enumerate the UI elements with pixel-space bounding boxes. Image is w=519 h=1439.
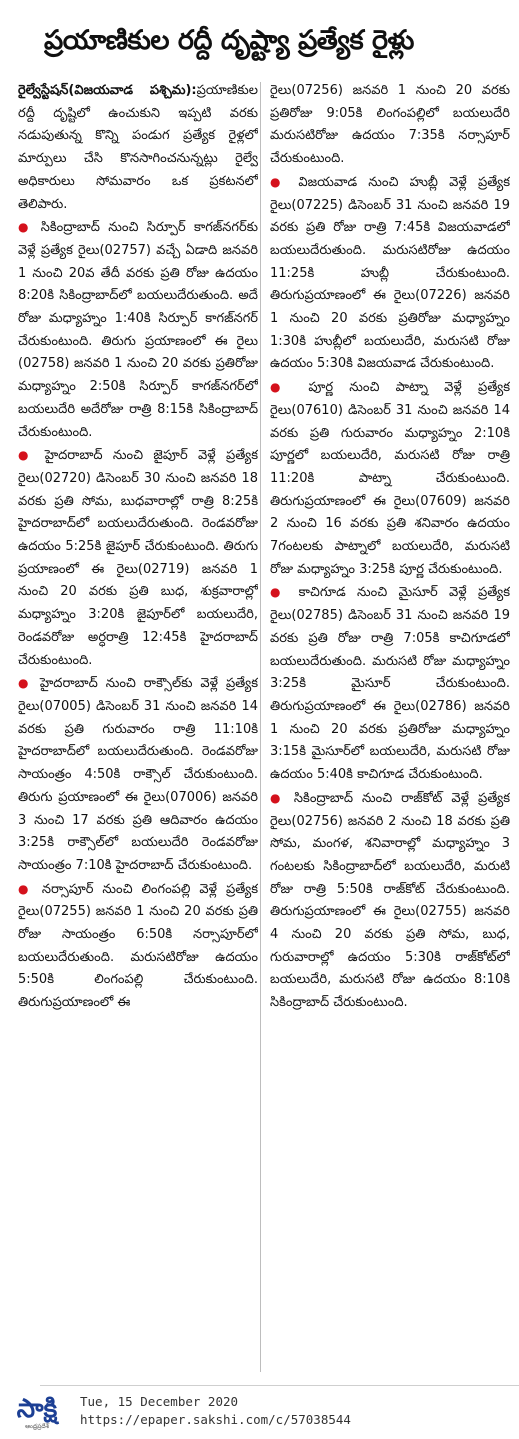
logo-text: సాక్షి (16, 1394, 58, 1424)
bullet-icon: ● (18, 881, 42, 896)
epaper-link[interactable]: https://epaper.sakshi.com/c/57038544 (80, 1412, 351, 1427)
train-item-text: కాచిగూడ నుంచి మైసూర్ వెళ్లే ప్రత్యేక రైలు(02785) డిసెంబర్ 31 నుంచి జనవరి 19 వరకు ప్రతి రోజు రాత్రి 7:05కి కాచిగూడలో బయలుదేరుతుంది. మరుసటి రోజు మధ్యాహ్నం 3:25కి మైసూర్ చేరుకుంటుంది. తిరుగుప్రయాణంలో ఈ రైలు(02786) జనవరి 1 నుంచి 20 వరకు ప్రతిరోజు మధ్యాహ్నం 3:15కి మైసూర్‌లో బయలుదేరి, మరుసటి రోజు ఉదయం 5:40కి కాచిగూడ చేరుకుంటుంది. (270, 585, 510, 783)
footer-info (80, 1393, 351, 1429)
train-item-text: నర్సాపూర్ నుంచి లింగంపల్లి వెళ్లే ప్రత్యేక రైలు(07255) జనవరి 1 నుంచి 20 వరకు ప్రతి రోజు సాయంత్రం 6:50కి నర్సాపూర్‌లో బయలుదేరుతుంది. మరుసటిరోజు ఉదయం 5:50కి లింగంపల్లి చేరుకుంటుంది. తిరుగుప్రయాణంలో ఈ (18, 881, 258, 1011)
logo-subtext: ఆంధ్రప్రదేశ్ (25, 1423, 49, 1430)
footer-divider (40, 1385, 519, 1386)
train-item (270, 376, 510, 581)
article-column-left (18, 80, 258, 1370)
train-item (18, 444, 258, 672)
publication-date: Tue, 15 December 2020 (80, 1394, 239, 1409)
train-item (18, 216, 258, 444)
intro-text: ప్రయాణికుల రద్దీ దృష్టిలో ఉంచుకుని ఇప్పటి వరకు నడుపుతున్న కొన్ని పండుగ ప్రత్యేక రైళ్లలో మార్పులు చేసి కొనసాగించనున్నట్లు రైల్వే అధికారులు సోమవారం ఒక ప్రకటనలో తెలిపారు. (18, 83, 258, 212)
train-item (270, 171, 510, 376)
train-item-text: హైదరాబాద్ నుంచి రాక్సౌల్‌కు వెళ్లే ప్రత్యేక రైలు(07005) డిసెంబర్ 31 నుంచి జనవరి 14 వరకు ప్రతి గురువారం రాత్రి 11:10కి హైదరాబాద్‌లో బయలుదేరుతుంది. రెండవరోజు సాయంత్రం 4:50కి రాక్సౌల్ చేరుకుంటుంది. తిరుగు ప్రయాణంలో ఈ రైలు(07006) జనవరి 3 నుంచి 17 వరకు ప్రతి ఆదివారం ఉదయం 3:25కి రాక్సౌల్‌లో బయలుదేరి రెండవరోజు సాయంత్రం 7:10కి హైదరాబాద్ చేరుకుంటుంది. (18, 676, 258, 873)
bullet-icon: ● (18, 448, 45, 463)
headline: ప్రయాణికుల రద్దీ దృష్ట్యా ప్రత్యేక రైళ్లు (44, 25, 414, 56)
train-item-text: సికింద్రాబాద్ నుంచి రాజ్‌కోట్ వెళ్లే ప్రత్యేక రైలు(02756) జనవరి 2 నుంచి 18 వరకు ప్రతి సోమ, మంగళ, శనివారాల్లో మధ్యాహ్నం 3 గంటలకు సికింద్రాబాద్‌లో బయలుదేరి, మరుటి రోజు రాత్రి 5:50కి రాజ్‌కోట్ చేరుకుంటుంది. తిరుగుప్రయాణంలో ఈ రైలు(02755) జనవరి 4 నుంచి 20 వరకు ప్రతి సోమ, బుధ, గురువారాల్లో ఉదయం 5:30కి రాజ్‌కోట్‌లో బయలుదేరి, మరుసటి రోజు ఉదయం 8:10కి సికింద్రాబాద్ చేరుకుంటుంది. (270, 790, 510, 1011)
dateline: రైల్వేస్టేషన్(విజయవాడ పశ్చిమ): (18, 83, 197, 98)
train-item (270, 581, 510, 786)
train-item (18, 672, 258, 877)
train-item-text: విజయవాడ నుంచి హుబ్లీ వెళ్లే ప్రత్యేక రైలు(07225) డిసెంబర్ 31 నుంచి జనవరి 19 వరకు ప్రతి రోజు రాత్రి 7:45కి విజయవాడలో బయలుదేరుతుంది. మరుసటిరోజు ఉదయం 11:25కి హుబ్లీ చేరుకుంటుంది. తిరుగుప్రయాణంలో ఈ రైలు(07226) జనవరి 1 నుంచి 20 వరకు ప్రతిరోజు మధ్యాహ్నం 1:30కి హుబ్లీలో బయలుదేరి, మరుసటి రోజు ఉదయం 5:30కి విజయవాడ చేరుకుంటుంది. (270, 174, 510, 372)
train-item (270, 787, 510, 1015)
bullet-icon: ● (270, 585, 299, 600)
intro-paragraph (18, 80, 258, 216)
bullet-icon: ● (270, 380, 309, 395)
sakshi-logo (2, 1391, 72, 1435)
train-item (18, 878, 258, 1015)
continuation-paragraph: రైలు(07256) జనవరి 1 నుంచి 20 వరకు ప్రతిరోజు 9:05కి లింగంపల్లిలో బయలుదేరి మరుసటిరోజు ఉదయం 7:35కి నర్సాపూర్ చేరుకుంటుంది. (270, 83, 510, 167)
column-divider (260, 82, 261, 1372)
train-item-text: సికింద్రాబాద్ నుంచి సిర్పూర్ కాగజ్‌నగర్‌కు వెళ్లే ప్రత్యేక రైలు(02757) వచ్చే ఏడాది జనవరి 1 నుంచి 20వ తేదీ వరకు ప్రతి రోజు ఉదయం 8:20కి సికింద్రాబాద్‌లో బయలుదేరుతుంది. అదే రోజు మధ్యాహ్నం 1:40కి సిర్పూర్ కాగజ్‌నగర్ చేరుకుంటుంది. తిరుగు ప్రయాణంలో ఈ రైలు (02758) జనవరి 1 నుంచి 20 వరకు ప్రతిరోజు మధ్యాహ్నం 2:50కి సిర్పూర్ కాగజ్‌నగర్‌లో బయలుదేరి అదేరోజు రాత్రి 8:15కి సికింద్రాబాద్ చేరుకుంటుంది. (18, 220, 258, 440)
article-column-right (270, 80, 510, 1370)
bullet-icon: ● (18, 220, 41, 235)
bullet-icon: ● (270, 174, 299, 189)
train-item-text: పూర్ణ నుంచి పాట్నా వెళ్లే ప్రత్యేక రైలు(07610) డిసెంబర్ 31 నుంచి జనవరి 14 వరకు ప్రతి గురువారం మధ్యాహ్నం 2:10కి పూర్ణలో బయలుదేరి, మరుసటి రోజు రాత్రి 11:20కి పాట్నా చేరుకుంటుంది. తిరుగుప్రయాణంలో ఈ రైలు(07609) జనవరి 2 నుంచి 16 వరకు ప్రతి శనివారం ఉదయం 7గంటలకు పాట్నాలో బయలుదేరి, మరుసటి రోజు మధ్యాహ్నం 3:25కి పూర్ణ చేరుకుంటుంది. (270, 380, 510, 577)
bullet-icon: ● (18, 676, 40, 691)
train-item-text: హైదరాబాద్ నుంచి జైపూర్ వెళ్లే ప్రత్యేక రైలు(02720) డిసెంబర్ 30 నుంచి జనవరి 18 వరకు ప్రతి సోమ, బుధవారాల్లో రాత్రి 8:25కి హైదరాబాద్‌లో బయలుదేరుతుంది. రెండవరోజు ఉదయం 5:25కి జైపూర్ చేరుకుంటుంది. తిరుగు ప్రయాణంలో ఈ రైలు(02719) జనవరి 1 నుంచి 20 వరకు ప్రతి బుధ, శుక్రవారాల్లో మధ్యాహ్నం 3:20కి జైపూర్‌లో బయలుదేరి, రెండవరోజు అర్ధరాత్రి 12:45కి హైదరాబాద్ చేరుకుంటుంది. (18, 448, 258, 668)
bullet-icon: ● (270, 790, 294, 805)
